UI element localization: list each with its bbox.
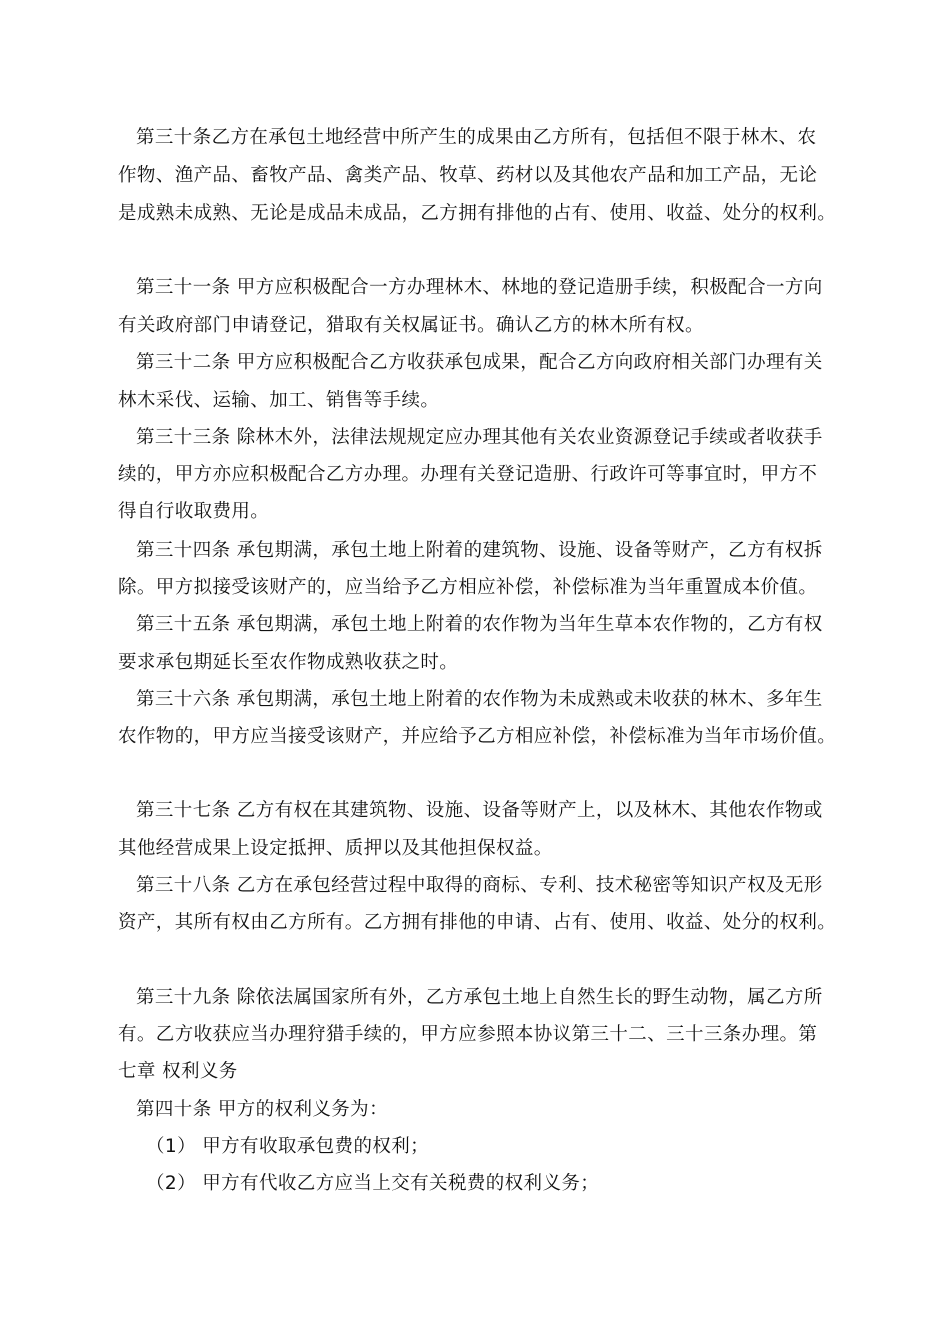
article-33-line-3: 得自行收取费用。 (118, 501, 270, 522)
article-31-line-1: 第三十一条 甲方应积极配合一方办理林木、林地的登记造册手续，积极配合一方向 (136, 277, 823, 298)
article-36-line-2: 农作物的，甲方应当接受该财产，并应给予乙方相应补偿，补偿标准为当年市场价值。 (118, 726, 837, 747)
article-33-line-1: 第三十三条 除林木外，法律法规规定应办理其他有关农业资源登记手续或者收获手 (136, 427, 823, 448)
article-35-line-2: 要求承包期延长至农作物成熟收获之时。 (118, 652, 459, 673)
article-39-line-2: 有。乙方收获应当办理狩猎手续的，甲方应参照本协议第三十二、三十三条办理。第 (118, 1024, 818, 1045)
article-40-item-1: （1） 甲方有收取承包费的权利； (146, 1136, 430, 1157)
article-39-line-1: 第三十九条 除依法属国家所有外，乙方承包土地上自然生长的野生动物，属乙方所 (136, 987, 823, 1008)
chapter-7-heading: 七章 权利义务 (118, 1061, 238, 1082)
article-40-item-2: （2） 甲方有代收乙方应当上交有关税费的权利义务； (146, 1173, 600, 1194)
article-35-line-1: 第三十五条 承包期满，承包土地上附着的农作物为当年生草本农作物的，乙方有权 (136, 614, 823, 635)
article-38-line-2: 资产，其所有权由乙方所有。乙方拥有排他的申请、占有、使用、收益、处分的权利。 (118, 912, 837, 933)
article-37-line-2: 其他经营成果上设定抵押、质押以及其他担保权益。 (118, 838, 553, 859)
article-34-line-1: 第三十四条 承包期满，承包土地上附着的建筑物、设施、设备等财产，乙方有权拆 (136, 540, 823, 561)
article-36-line-1: 第三十六条 承包期满，承包土地上附着的农作物为未成熟或未收获的林木、多年生 (136, 689, 823, 710)
article-34-line-2: 除。甲方拟接受该财产的，应当给予乙方相应补偿，补偿标准为当年重置成本价值。 (118, 577, 818, 598)
article-40-heading: 第四十条 甲方的权利义务为： (136, 1099, 388, 1120)
article-30-line-1: 第三十条乙方在承包土地经营中所产生的成果由乙方所有，包括但不限于林木、农 (136, 127, 817, 148)
article-33-line-2: 续的，甲方亦应积极配合乙方办理。办理有关登记造册、行政许可等事宜时，甲方不 (118, 464, 818, 485)
article-37-line-1: 第三十七条 乙方有权在其建筑物、设施、设备等财产上，以及林木、其他农作物或 (136, 800, 823, 821)
article-30-line-2: 作物、渔产品、畜牧产品、禽类产品、牧草、药材以及其他农产品和加工产品，无论 (118, 165, 818, 186)
article-31-line-2: 有关政府部门申请登记，猎取有关权属证书。确认乙方的林木所有权。 (118, 315, 704, 336)
article-32-line-1: 第三十二条 甲方应积极配合乙方收获承包成果，配合乙方向政府相关部门办理有关 (136, 352, 823, 373)
article-32-line-2: 林木采伐、运输、加工、销售等手续。 (118, 390, 440, 411)
article-38-line-1: 第三十八条 乙方在承包经营过程中取得的商标、专利、技术秘密等知识产权及无形 (136, 875, 823, 896)
article-30-line-3: 是成熟未成熟、无论是成品未成品，乙方拥有排他的占有、使用、收益、处分的权利。 (118, 203, 837, 224)
